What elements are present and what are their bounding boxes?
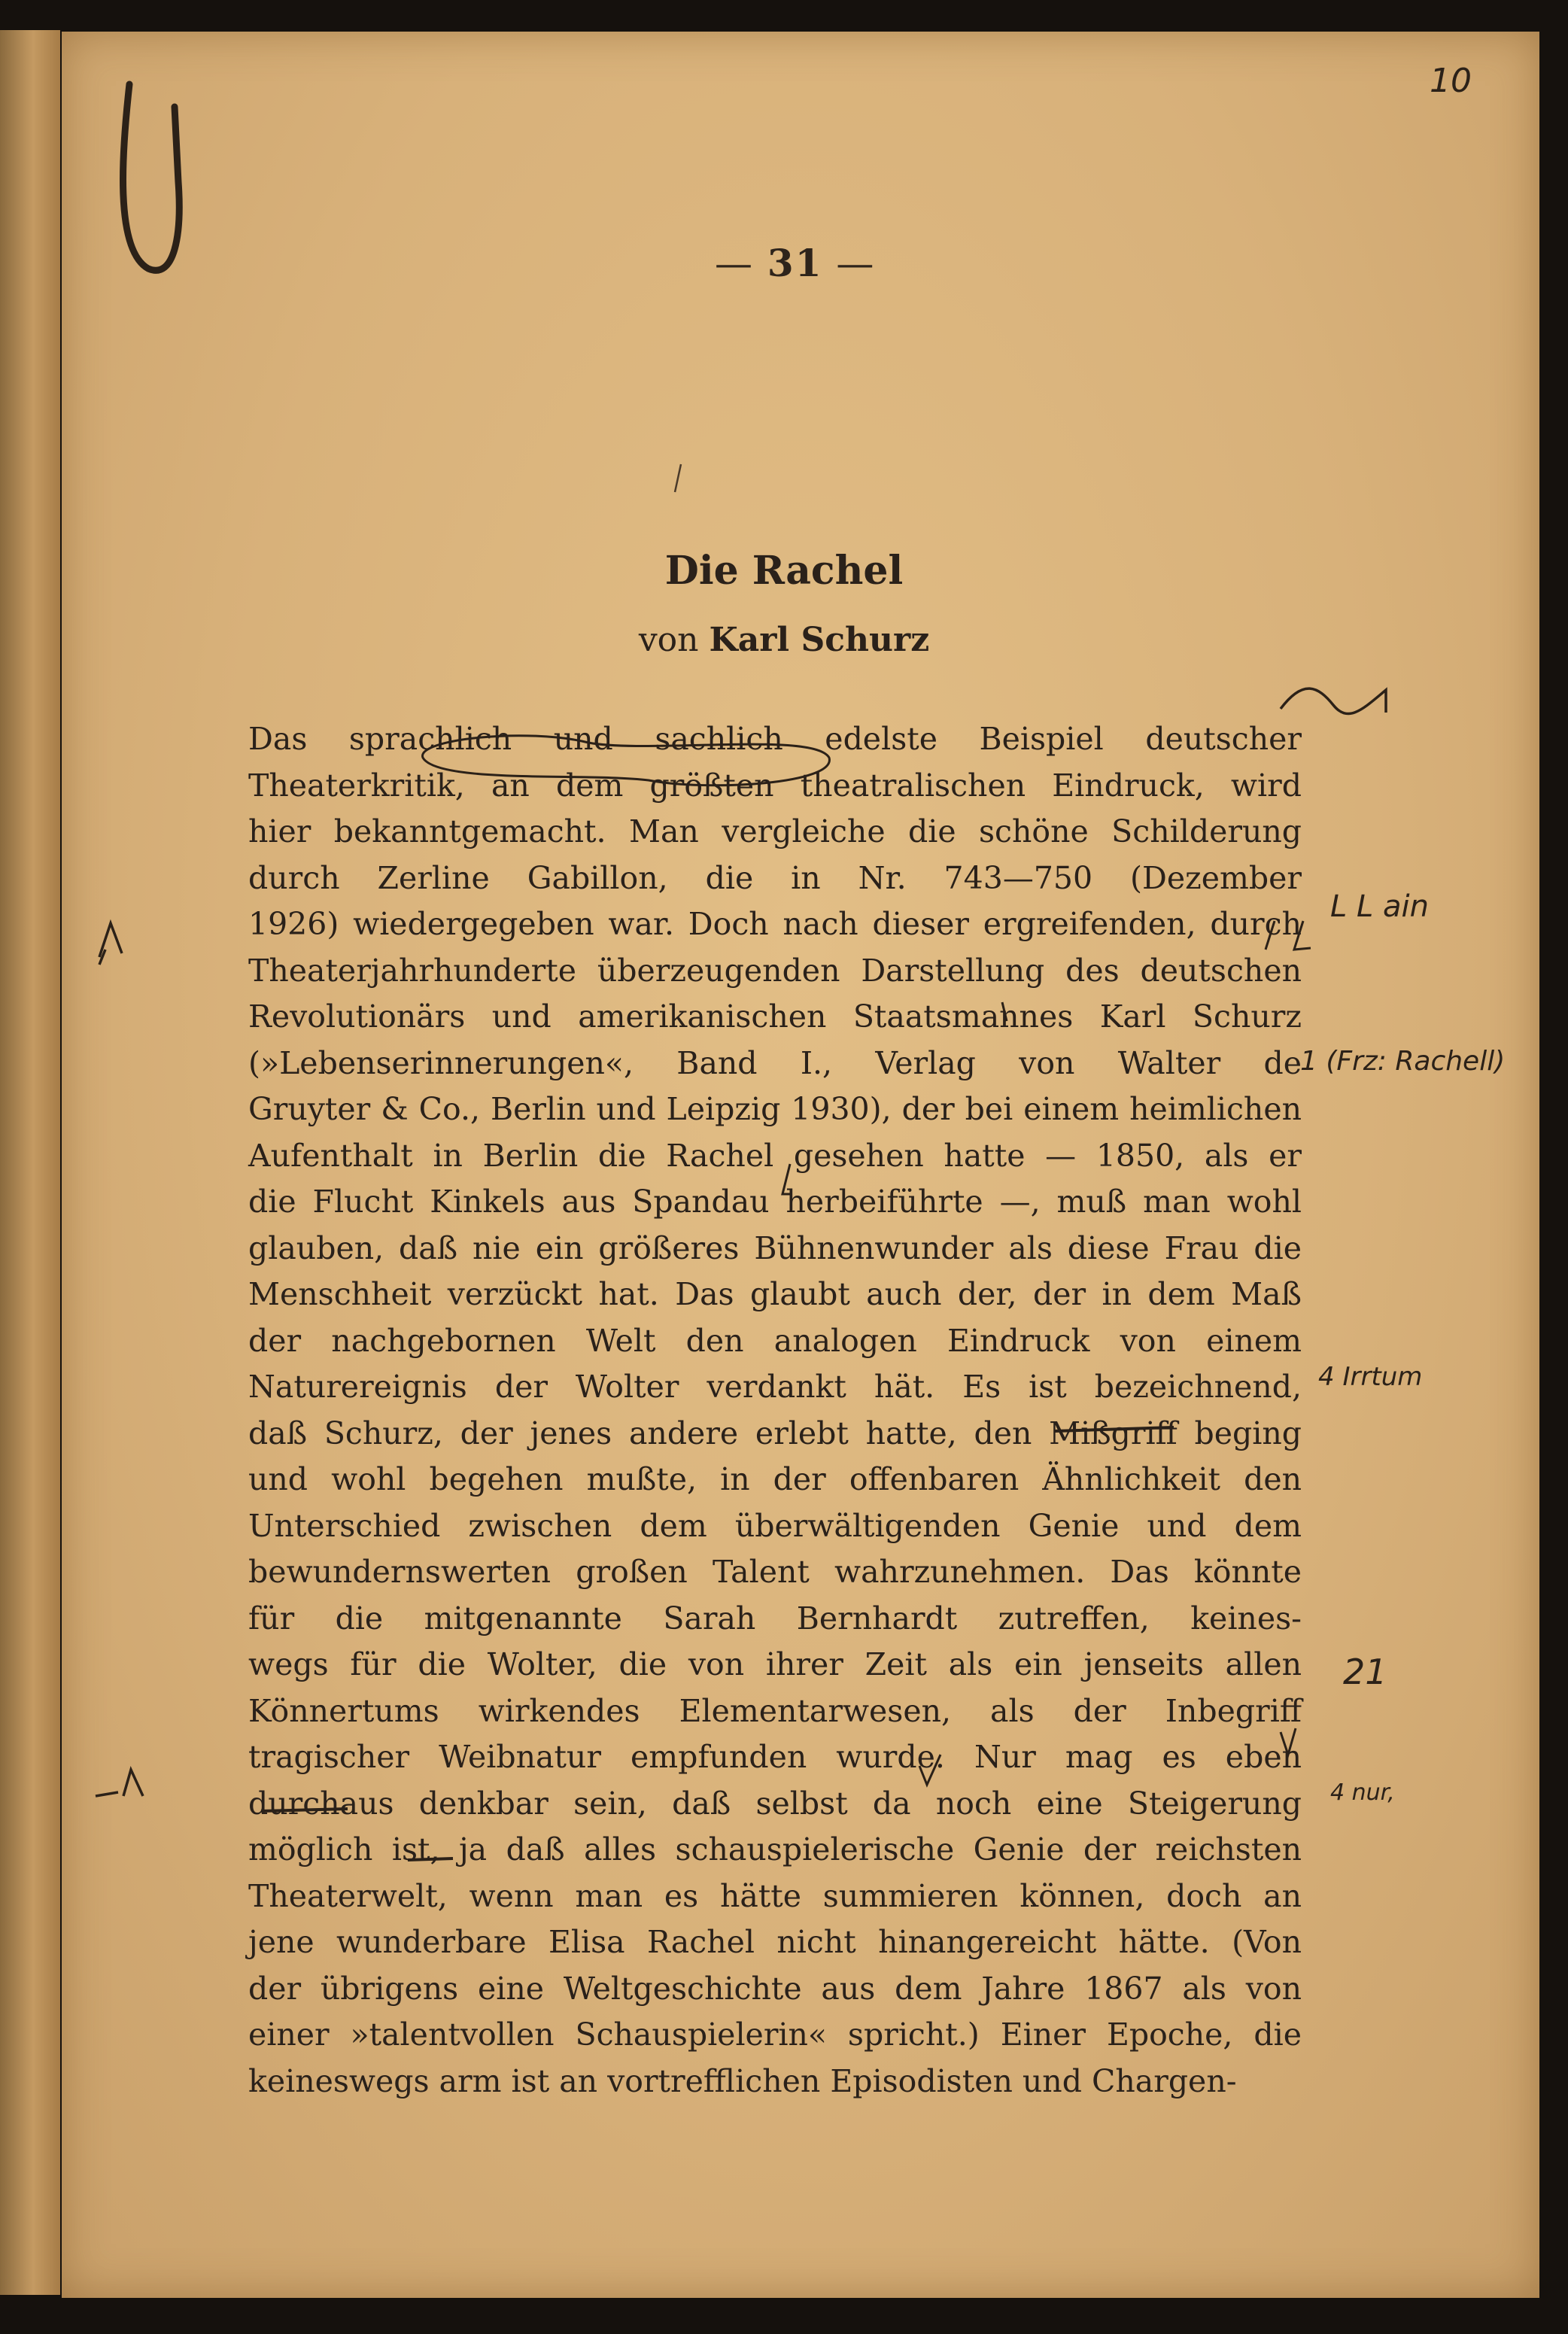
author-name: Karl Schurz xyxy=(709,621,930,659)
text-line: Naturereignis der Wolter verdankt hät. Es ist bezeichnend, xyxy=(248,1369,1302,1405)
text-line: die Flucht Kinkels aus Spandau herbeiführte —, muß man wohl xyxy=(248,1184,1302,1220)
text-line: und wohl begehen mußte, in der offenbaren Ähnlichkeit den xyxy=(248,1461,1302,1497)
article-body xyxy=(248,716,1302,2105)
ink-clip-mark-icon xyxy=(123,84,179,270)
text-line: glauben, daß nie ein größeres Bühnenwunder als diese Frau die xyxy=(248,1229,1302,1266)
text-line: Theaterjahrhunderte überzeugenden Darstellung des deutschen xyxy=(248,952,1302,989)
text-line: bewundernswerten großen Talent wahrzunehmen. Das könnte xyxy=(248,1554,1302,1590)
margin-note-21: 21 xyxy=(1343,1652,1387,1692)
text-line: hier bekanntgemacht. Man vergleiche die schöne Schilderung xyxy=(248,813,1302,849)
text-line: Aufenthalt in Berlin die Rachel gesehen hatte — 1850, als er xyxy=(248,1137,1302,1174)
pencil-tick-icon xyxy=(675,464,681,492)
handwritten-page-number: 10 xyxy=(1430,62,1472,100)
margin-note-rachell: 1 (Frz: Rachell) xyxy=(1300,1046,1506,1077)
left-margin-insert-mark-icon xyxy=(96,1770,143,1796)
dash-decoration: — xyxy=(822,242,876,285)
text-line: keineswegs arm ist an vortrefflichen Episodisten und Chargen- xyxy=(248,2062,1237,2099)
article-title: Die Rachel xyxy=(664,548,904,594)
text-line: Menschheit verzückt hat. Das glaubt auch der, der in dem Maß xyxy=(248,1276,1302,1312)
text-line: Unterschied zwischen dem überwältigenden Genie und dem xyxy=(248,1507,1302,1544)
text-line: jene wunderbare Elisa Rachel nicht hinangereicht hätte. (Von xyxy=(248,1924,1302,1960)
text-line: Theaterwelt, wenn man es hätte summieren können, doch an xyxy=(248,1877,1302,1914)
text-line: Theaterkritik, an dem größten theatralischen Eindruck, wird xyxy=(248,767,1302,804)
text-line: Das sprachlich und sachlich edelste Beispiel deutscher xyxy=(248,721,1302,757)
adjacent-page-edge xyxy=(0,30,60,2295)
text-line: Könnertums wirkendes Elementarwesen, als der Inbegriff xyxy=(248,1692,1302,1729)
printed-page-number xyxy=(715,241,875,285)
text-line: möglich ist, ja daß alles schauspielerische Genie der reichsten xyxy=(248,1831,1302,1868)
left-margin-mark-icon xyxy=(99,923,122,965)
tilde-mark-icon xyxy=(1281,688,1386,713)
text-line: 1926) wiedergegeben war. Doch nach dieser ergreifenden, durch xyxy=(248,906,1302,942)
text-line: (»Lebenserinnerungen«, Band I., Verlag von Walter de xyxy=(248,1044,1302,1081)
printed-page-number-value: 31 xyxy=(767,241,823,285)
margin-note-l-lain: L L ain xyxy=(1330,889,1429,924)
margin-note-irrtum: 4 Irrtum xyxy=(1318,1362,1423,1392)
text-line: einer »talentvollen Schauspielerin« spricht.) Einer Epoche, die xyxy=(248,2016,1302,2053)
text-line: Revolutionärs und amerikanischen Staatsmannes Karl Schurz xyxy=(248,998,1302,1035)
article-byline xyxy=(0,621,1568,659)
text-line: der nachgebornen Welt den analogen Eindruck von einem xyxy=(248,1322,1302,1359)
text-line: durch Zerline Gabillon, die in Nr. 743—750 (Dezember xyxy=(248,859,1302,896)
dash-decoration: — xyxy=(715,242,767,285)
byline-prefix: von xyxy=(638,621,699,659)
text-line: der übrigens eine Weltgeschichte aus dem Jahre 1867 als von xyxy=(248,1970,1302,2007)
text-line: daß Schurz, der jenes andere erlebt hatte, den Mißgriff beging xyxy=(248,1415,1302,1451)
text-line: für die mitgenannte Sarah Bernhardt zutreffen, keines- xyxy=(248,1600,1302,1637)
text-line: tragischer Weibnatur empfunden wurde. Nur mag es eben xyxy=(248,1739,1302,1775)
text-line: wegs für die Wolter, die von ihrer Zeit als ein jenseits allen xyxy=(248,1646,1302,1682)
margin-note-4-nur: 4 nur, xyxy=(1330,1779,1395,1806)
text-line: Gruyter & Co., Berlin und Leipzig 1930), der bei einem heimlichen xyxy=(248,1091,1302,1127)
text-line: durchaus denkbar sein, daß selbst da noch eine Steigerung xyxy=(248,1785,1302,1822)
